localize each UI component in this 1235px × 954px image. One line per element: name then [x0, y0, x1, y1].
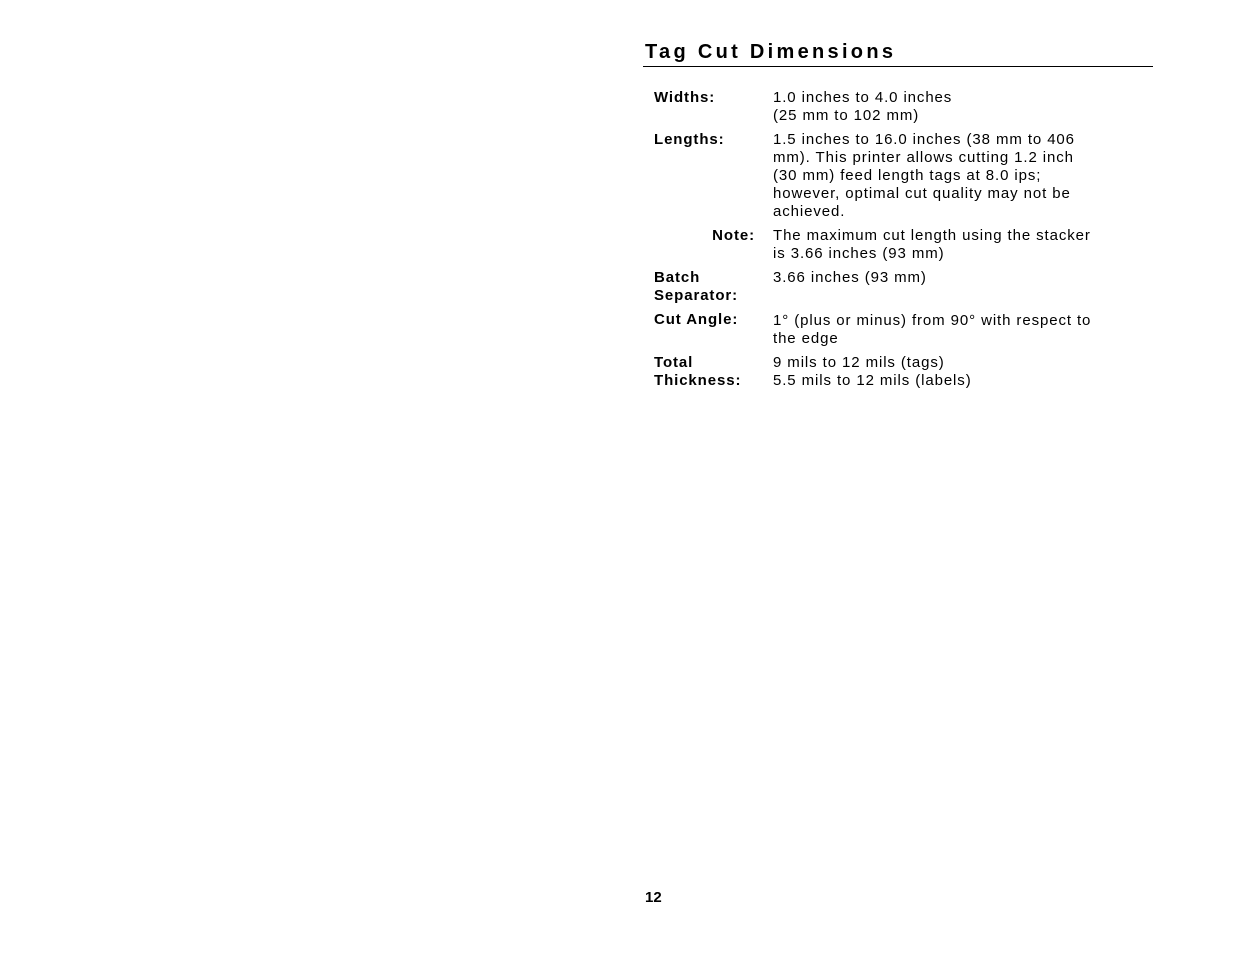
spec-value-widths [773, 89, 1134, 125]
spec-value-note [773, 227, 1134, 263]
spec-value-line: (30 mm) feed length tags at 8.0 ips; [773, 167, 1042, 184]
spec-value-line: (25 mm to 102 mm) [773, 107, 920, 124]
spec-row-lengths [654, 131, 1134, 221]
spec-value-line: the edge [773, 330, 839, 347]
spec-row-note [654, 227, 1134, 263]
spec-value-line: 1.5 inches to 16.0 inches (38 mm to 406 [773, 131, 1075, 148]
spec-value-line: 3.66 inches (93 mm) [773, 269, 927, 286]
title-rule [643, 66, 1153, 67]
spec-row-batch-separator [654, 269, 1134, 305]
spec-label-widths: Widths: [654, 89, 716, 106]
spec-label-line: Thickness: [654, 372, 742, 389]
spec-value-line: 1° (plus or minus) from 90° with respect to [773, 312, 1092, 329]
spec-row-cut-angle [654, 311, 1134, 348]
spec-value-line: however, optimal cut quality may not be [773, 185, 1071, 202]
spec-value-line: is 3.66 inches (93 mm) [773, 245, 945, 262]
spec-value-lengths [773, 131, 1134, 221]
spec-label-total-thickness [654, 354, 773, 390]
spec-value-line: The maximum cut length using the stacker [773, 227, 1091, 244]
spec-label-line: Total [654, 354, 694, 371]
spec-list [654, 89, 1134, 396]
spec-value-line: 9 mils to 12 mils (tags) [773, 354, 945, 371]
spec-value-line: 1.0 inches to 4.0 inches [773, 89, 953, 106]
spec-row-total-thickness [654, 354, 1134, 390]
page-number: 12 [645, 889, 662, 906]
spec-label-batch-separator [654, 269, 773, 305]
spec-value-total-thickness [773, 354, 1134, 390]
spec-label-lengths: Lengths: [654, 131, 725, 148]
spec-label-line: Separator: [654, 287, 739, 304]
spec-value-line: mm). This printer allows cutting 1.2 inch [773, 149, 1074, 166]
spec-value-batch-separator [773, 269, 1134, 305]
spec-label-line: Batch [654, 269, 701, 286]
spec-row-widths [654, 89, 1134, 125]
section-title: Tag Cut Dimensions [645, 41, 897, 63]
spec-label-cut-angle: Cut Angle: [654, 311, 739, 328]
spec-label-note: Note: [712, 227, 755, 244]
spec-value-line: achieved. [773, 203, 846, 220]
spec-value-cut-angle [773, 311, 1134, 348]
spec-value-line: 5.5 mils to 12 mils (labels) [773, 372, 972, 389]
